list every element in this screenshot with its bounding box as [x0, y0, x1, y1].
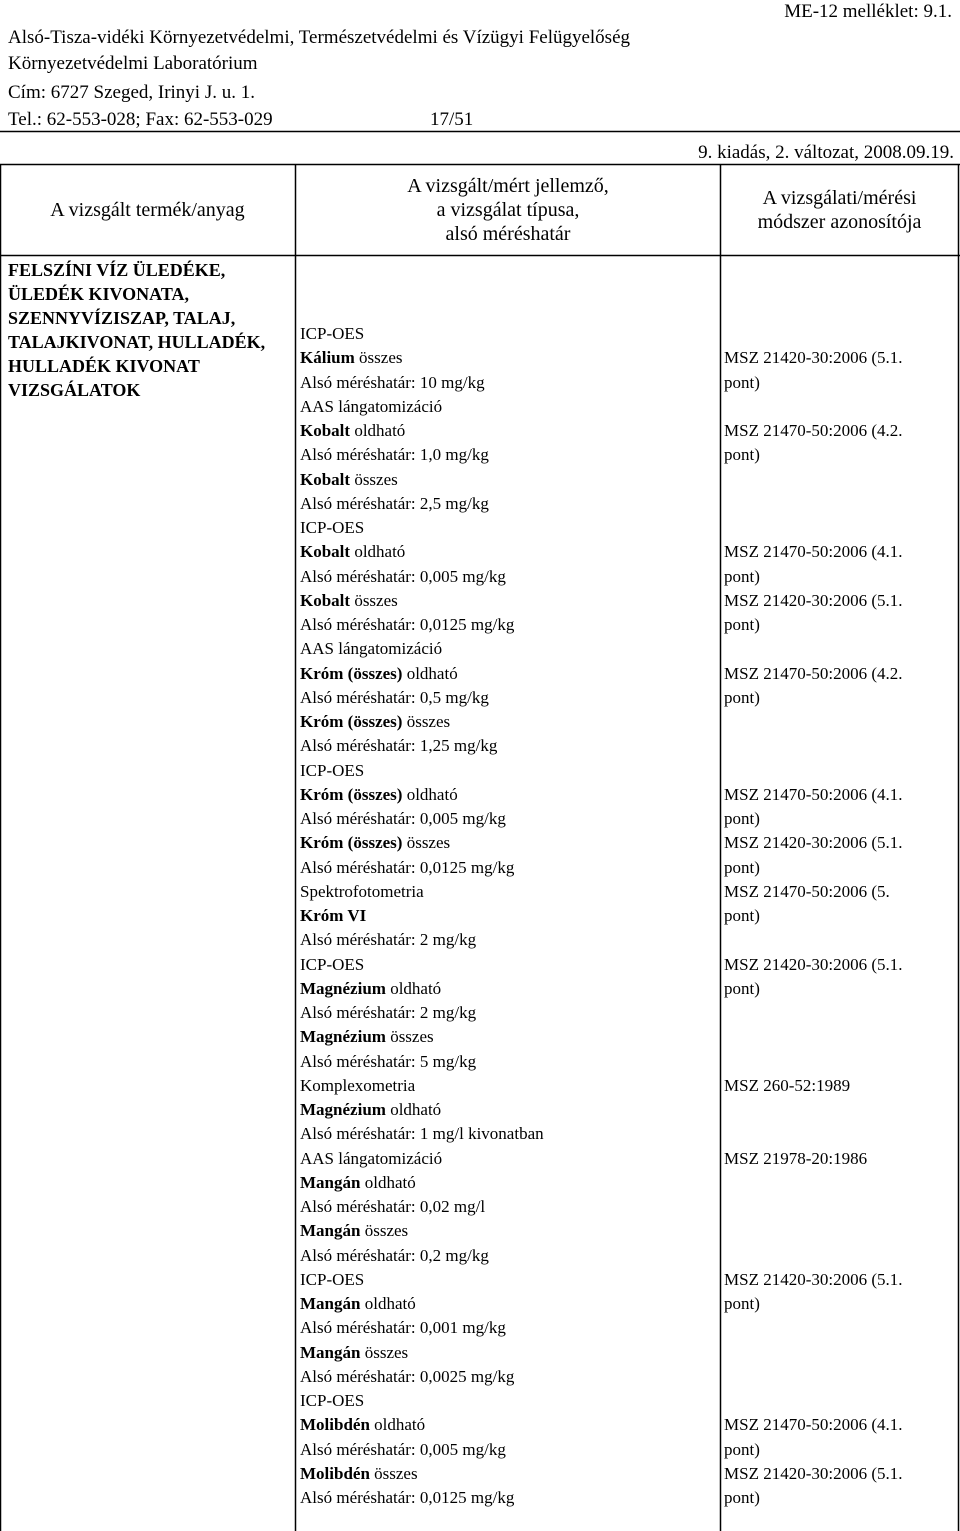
- parameter-text: Alsó méréshatár: 0,0125 mg/kg: [300, 615, 515, 634]
- parameter-text: ICP-OES: [300, 324, 365, 343]
- parameter-text: összes: [350, 469, 398, 489]
- parameter-element-name: Molibdén: [300, 1415, 370, 1435]
- method-line: MSZ 21978-20:1986: [724, 1148, 868, 1168]
- method-line: MSZ 21470-50:2006 (4.2.: [724, 663, 903, 683]
- parameter-element-name: Mangán: [300, 1221, 361, 1241]
- parameter-line: [300, 1389, 364, 1413]
- method-line: pont): [724, 906, 760, 925]
- category-line: HULLADÉK KIVONAT: [8, 356, 200, 376]
- parameter-line: [300, 1074, 415, 1098]
- parameter-text: Alsó méréshatár: 0,001 mg/kg: [300, 1318, 506, 1338]
- category-line: VIZSGÁLATOK: [8, 380, 141, 400]
- parameter-line: [300, 1244, 489, 1268]
- parameter-text: Alsó méréshatár: 2,5 mg/kg: [300, 493, 489, 513]
- method-line: pont): [724, 978, 760, 998]
- product-category: [8, 258, 265, 402]
- parameter-line: [300, 1122, 544, 1146]
- parameter-line: [300, 734, 497, 758]
- parameter-text: Spektrofotometria: [300, 881, 424, 901]
- parameter-text: összes: [402, 833, 451, 853]
- parameter-text: ICP-OES: [300, 760, 365, 780]
- parameter-line: [300, 540, 405, 564]
- parameter-line: [300, 1098, 441, 1122]
- parameter-text: összes: [350, 590, 398, 610]
- column-header-parameter-line3: alsó méréshatár: [445, 223, 571, 245]
- parameter-text: oldható: [402, 663, 458, 683]
- parameter-element-name: Króm (összes): [300, 663, 403, 683]
- method-line: MSZ 21470-50:2006 (5.: [724, 881, 890, 901]
- method-line: MSZ 21470-50:2006 (4.1.: [724, 784, 903, 804]
- parameter-text: oldható: [385, 978, 442, 998]
- parameter-line: [300, 371, 485, 395]
- parameter-text: oldható: [360, 1294, 416, 1313]
- parameter-text: Alsó méréshatár: 0,5 mg/kg: [300, 687, 489, 707]
- parameter-element-name: Mangán: [300, 1172, 361, 1192]
- parameter-line: [300, 880, 424, 904]
- parameter-text: oldható: [402, 784, 458, 804]
- parameter-line: [300, 589, 398, 613]
- parameter-text: ICP-OES: [300, 518, 365, 537]
- parameter-line: [300, 1050, 476, 1074]
- parameter-line: [300, 856, 514, 880]
- parameter-line: [300, 322, 364, 346]
- parameter-line: [300, 1219, 408, 1243]
- parameter-line: [300, 1365, 514, 1389]
- parameter-line: [300, 1462, 418, 1486]
- parameter-text: oldható: [350, 421, 406, 440]
- parameter-line: [300, 468, 398, 492]
- parameter-line: [300, 783, 458, 807]
- parameter-element-name: Króm (összes): [300, 784, 403, 804]
- column-header-method-line1: A vizsgálati/mérési: [762, 187, 917, 209]
- parameter-line: [300, 928, 476, 952]
- parameter-text: Alsó méréshatár: 0,0025 mg/kg: [300, 1366, 515, 1386]
- parameter-text: oldható: [385, 1100, 442, 1119]
- column-header-product: A vizsgált termék/anyag: [50, 199, 245, 221]
- org-name: Alsó-Tisza-vidéki Környezetvédelmi, Természetvédelmi és Vízügyi Felügyelőség: [8, 27, 631, 48]
- method-line: pont): [724, 615, 760, 634]
- method-line: pont): [724, 445, 760, 465]
- parameter-element-name: Kobalt: [300, 590, 351, 610]
- address: Cím: 6727 Szeged, Irinyi J. u. 1.: [8, 82, 255, 103]
- parameter-text: Alsó méréshatár: 0,005 mg/kg: [300, 1439, 506, 1459]
- parameter-line: [300, 1292, 416, 1316]
- method-line: MSZ 21420-30:2006 (5.1.: [724, 1463, 903, 1483]
- parameter-text: összes: [402, 712, 451, 731]
- method-line: pont): [724, 857, 760, 877]
- parameter-line: [300, 807, 506, 831]
- parameter-text: összes: [360, 1221, 409, 1241]
- column-header-method-line2: módszer azonosítója: [757, 211, 922, 233]
- method-line: MSZ 21470-50:2006 (4.1.: [724, 1415, 903, 1435]
- parameter-element-name: Kobalt: [300, 421, 351, 440]
- method-line: MSZ 21470-50:2006 (4.1.: [724, 542, 903, 562]
- phone-fax: Tel.: 62-553-028; Fax: 62-553-029: [8, 109, 273, 130]
- method-line: pont): [724, 372, 760, 392]
- parameter-element-name: Kobalt: [300, 469, 351, 489]
- parameter-line: [300, 662, 458, 686]
- annex-label: ME-12 melléklet: 9.1.: [784, 1, 952, 22]
- method-line: pont): [724, 1294, 760, 1313]
- parameter-element-name: Molibdén: [300, 1463, 370, 1483]
- parameter-element-name: Kobalt: [300, 542, 351, 562]
- parameter-text: Alsó méréshatár: 5 mg/kg: [300, 1051, 477, 1071]
- parameter-line: [300, 1486, 514, 1510]
- parameter-text: Alsó méréshatár: 0,2 mg/kg: [300, 1245, 489, 1265]
- parameter-line: [300, 516, 364, 540]
- parameter-text: ICP-OES: [300, 1391, 365, 1410]
- parameter-text: oldható: [369, 1415, 426, 1435]
- parameter-line: [300, 1001, 476, 1025]
- column-header-parameter-line1: A vizsgált/mért jellemző,: [407, 175, 609, 197]
- method-line: MSZ 21420-30:2006 (5.1.: [724, 590, 903, 610]
- parameter-line: [300, 759, 364, 783]
- parameter-element-name: Króm (összes): [300, 833, 403, 853]
- parameter-text: AAS lángatomizáció: [300, 639, 443, 659]
- method-line: MSZ 260-52:1989: [724, 1075, 851, 1095]
- page-number: 17/51: [430, 109, 474, 130]
- parameter-element-name: Mangán: [300, 1294, 361, 1313]
- parameter-line: [300, 1268, 364, 1292]
- method-line: pont): [724, 687, 760, 707]
- parameter-text: Alsó méréshatár: 0,0125 mg/kg: [300, 857, 515, 877]
- parameter-line: [300, 1316, 506, 1340]
- method-line: pont): [724, 1439, 760, 1459]
- parameter-text: Alsó méréshatár: 0,005 mg/kg: [300, 566, 506, 586]
- parameter-element-name: Mangán: [300, 1342, 361, 1362]
- parameter-line: [300, 1195, 485, 1219]
- parameter-text: összes: [354, 348, 403, 368]
- method-line: MSZ 21420-30:2006 (5.1.: [724, 348, 903, 368]
- category-line: FELSZÍNI VÍZ ÜLEDÉKE,: [8, 260, 226, 280]
- parameter-line: [300, 686, 489, 710]
- method-line: MSZ 21470-50:2006 (4.2.: [724, 421, 903, 440]
- method-line: MSZ 21420-30:2006 (5.1.: [724, 833, 903, 853]
- lab-name: Környezetvédelmi Laboratórium: [8, 53, 258, 74]
- parameter-line: [300, 831, 450, 855]
- parameter-text: oldható: [360, 1172, 416, 1192]
- parameter-element-name: Króm (összes): [300, 712, 403, 731]
- parameter-text: Alsó méréshatár: 2 mg/kg: [300, 930, 477, 950]
- parameter-element-name: Magnézium: [300, 1027, 386, 1047]
- parameter-line: [300, 710, 450, 734]
- parameter-line: [300, 492, 489, 516]
- category-line: ÜLEDÉK KIVONATA,: [8, 284, 189, 304]
- parameter-text: AAS lángatomizáció: [300, 1148, 443, 1168]
- parameter-text: Alsó méréshatár: 1 mg/l kivonatban: [300, 1124, 544, 1144]
- method-line: MSZ 21420-30:2006 (5.1.: [724, 1269, 903, 1289]
- parameter-line: [300, 1341, 408, 1365]
- method-line: pont): [724, 566, 760, 586]
- method-line: pont): [724, 809, 760, 828]
- parameter-line: [300, 1025, 434, 1049]
- parameter-text: Alsó méréshatár: 1,0 mg/kg: [300, 445, 489, 465]
- parameter-line: [300, 443, 489, 467]
- parameter-text: összes: [369, 1463, 418, 1483]
- category-line: SZENNYVÍZISZAP, TALAJ,: [8, 308, 236, 328]
- parameter-text: Alsó méréshatár: 10 mg/kg: [300, 372, 485, 392]
- parameter-element-name: Króm VI: [300, 906, 367, 925]
- parameter-line: [300, 904, 366, 928]
- column-header-parameter-line2: a vizsgálat típusa,: [436, 199, 580, 221]
- parameter-text: Alsó méréshatár: 1,25 mg/kg: [300, 736, 498, 756]
- method-line: MSZ 21420-30:2006 (5.1.: [724, 954, 903, 974]
- parameter-text: Alsó méréshatár: 0,0125 mg/kg: [300, 1488, 515, 1507]
- parameter-text: Komplexometria: [300, 1075, 416, 1095]
- parameter-line: [300, 565, 506, 589]
- parameter-element-name: Magnézium: [300, 978, 386, 998]
- parameter-text: Alsó méréshatár: 0,02 mg/l: [300, 1197, 486, 1216]
- parameter-text: AAS lángatomizáció: [300, 396, 443, 416]
- parameter-text: Alsó méréshatár: 2 mg/kg: [300, 1003, 477, 1022]
- parameter-text: ICP-OES: [300, 954, 365, 974]
- category-line: TALAJKIVONAT, HULLADÉK,: [8, 332, 266, 352]
- parameter-line: [300, 346, 403, 370]
- parameter-line: [300, 419, 405, 443]
- parameter-line: [300, 1147, 442, 1171]
- parameter-text: összes: [385, 1027, 434, 1047]
- parameter-text: Alsó méréshatár: 0,005 mg/kg: [300, 809, 506, 828]
- parameter-text: ICP-OES: [300, 1269, 365, 1289]
- column-header-method: [721, 186, 958, 234]
- parameter-line: [300, 953, 364, 977]
- parameter-text: összes: [360, 1342, 409, 1362]
- parameter-element-name: Magnézium: [300, 1100, 386, 1119]
- parameter-line: [300, 613, 514, 637]
- parameter-line: [300, 1438, 506, 1462]
- parameter-line: [300, 637, 442, 661]
- parameter-line: [300, 977, 441, 1001]
- parameter-line: [300, 1171, 416, 1195]
- parameter-line: [300, 395, 442, 419]
- parameter-text: oldható: [350, 542, 406, 562]
- edition-label: 9. kiadás, 2. változat, 2008.09.19.: [698, 142, 954, 163]
- method-line: pont): [724, 1488, 760, 1507]
- parameter-element-name: Kálium: [300, 348, 355, 368]
- parameter-line: [300, 1413, 425, 1437]
- column-header-parameter: [296, 174, 720, 246]
